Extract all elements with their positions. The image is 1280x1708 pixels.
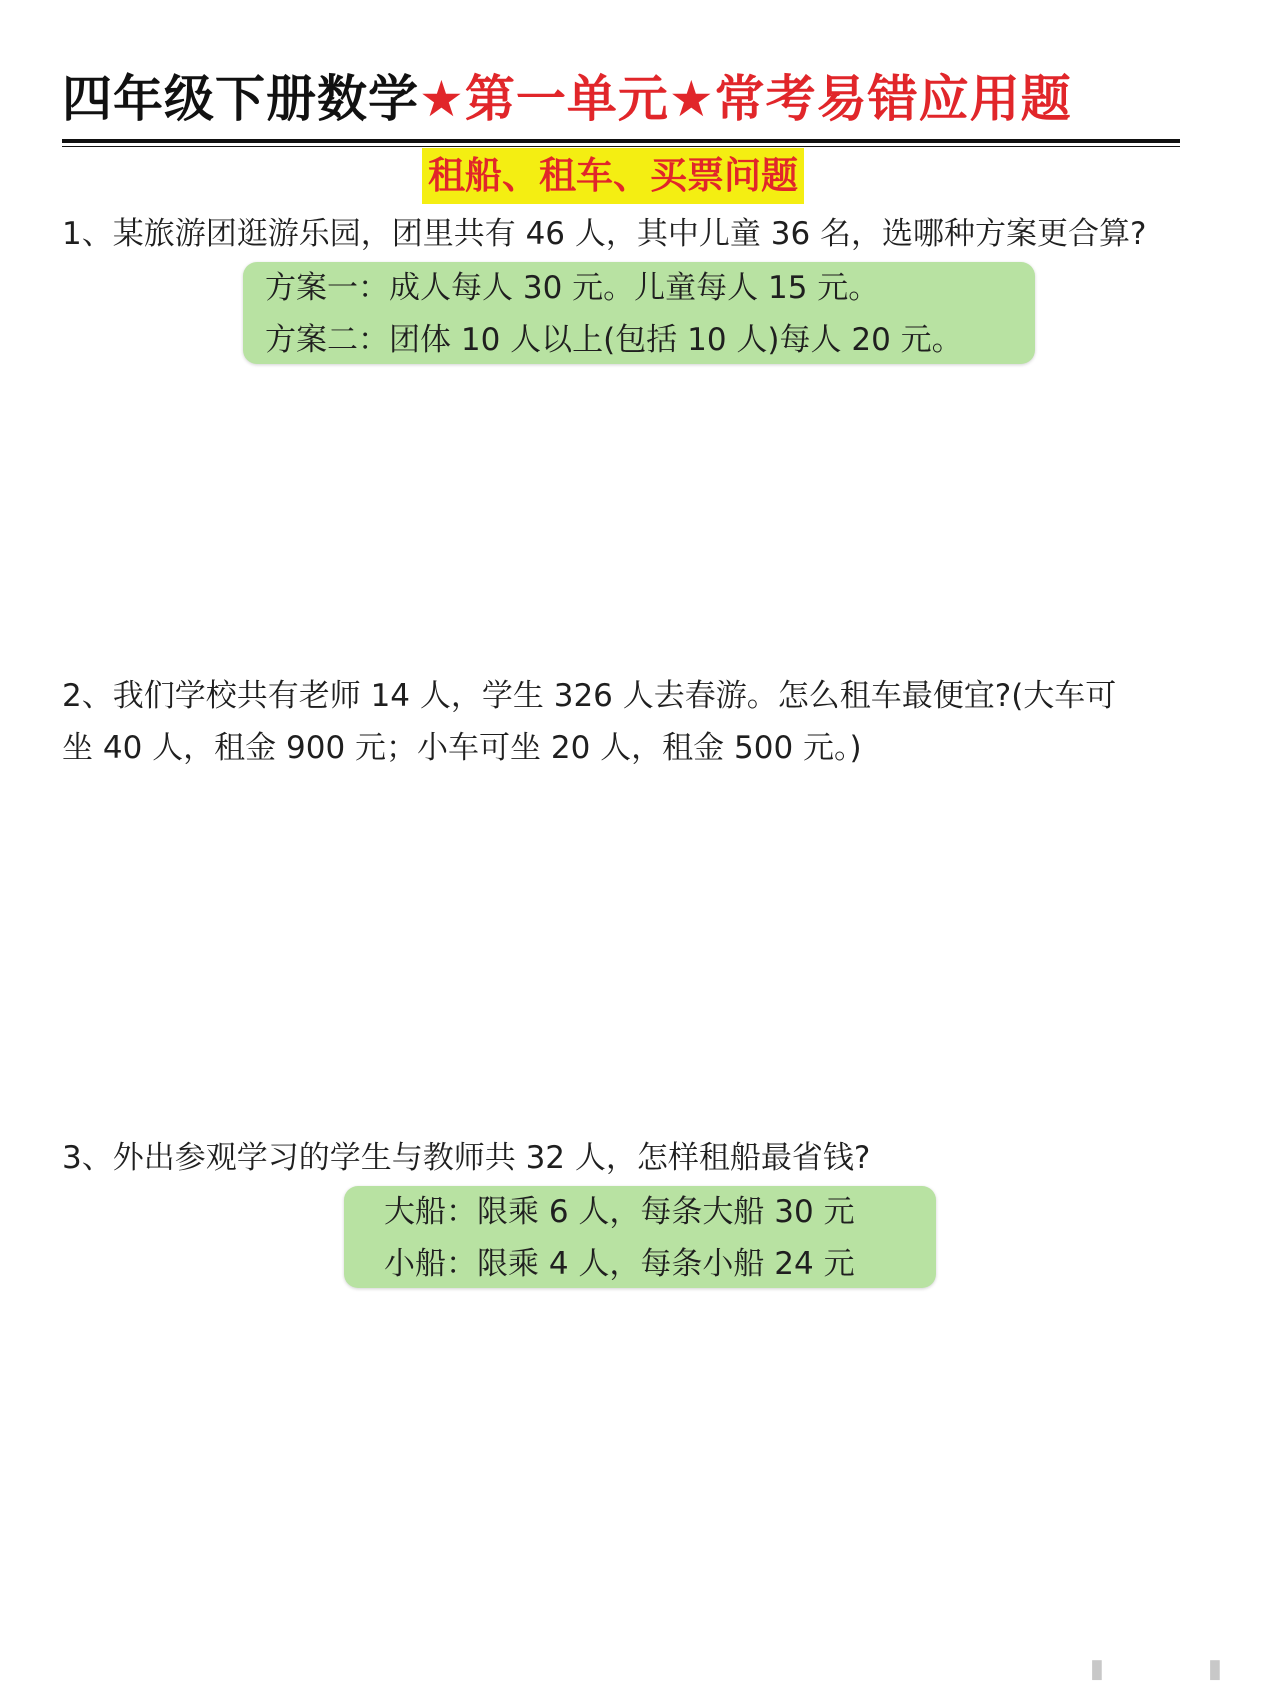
question-2-line-1: 2、我们学校共有老师 14 人，学生 326 人去春游。怎么租车最便宜?(大车可 [62, 678, 1117, 714]
question-3-option-1: 大船：限乘 6 人，每条大船 30 元 [384, 1194, 855, 1230]
title-underline [62, 139, 1180, 147]
title-part-unit: ★第一单元★常考易错应用题 [419, 70, 1072, 128]
question-1-option-1: 方案一：成人每人 30 元。儿童每人 15 元。 [265, 270, 880, 306]
question-1-options-box [243, 262, 1035, 364]
page-mark-icon: ▮ [1089, 1654, 1104, 1684]
question-2-line-2: 坐 40 人，租金 900 元；小车可坐 20 人，租金 500 元。) [62, 730, 862, 766]
question-1-text: 1、某旅游团逛游乐园，团里共有 46 人，其中儿童 36 名，选哪种方案更合算? [62, 216, 1147, 252]
page-mark-icon: ▮ [1207, 1654, 1222, 1684]
title-part-grade: 四年级下册数学 [62, 70, 419, 128]
question-1-option-2: 方案二：团体 10 人以上(包括 10 人)每人 20 元。 [265, 322, 963, 358]
page-title [62, 62, 1180, 136]
question-3-text: 3、外出参观学习的学生与教师共 32 人，怎样租船最省钱? [62, 1140, 871, 1176]
question-3-options-box [344, 1186, 936, 1288]
section-subtitle: 租船、租车、买票问题 [422, 148, 804, 204]
question-3-option-2: 小船：限乘 4 人，每条小船 24 元 [384, 1246, 855, 1282]
